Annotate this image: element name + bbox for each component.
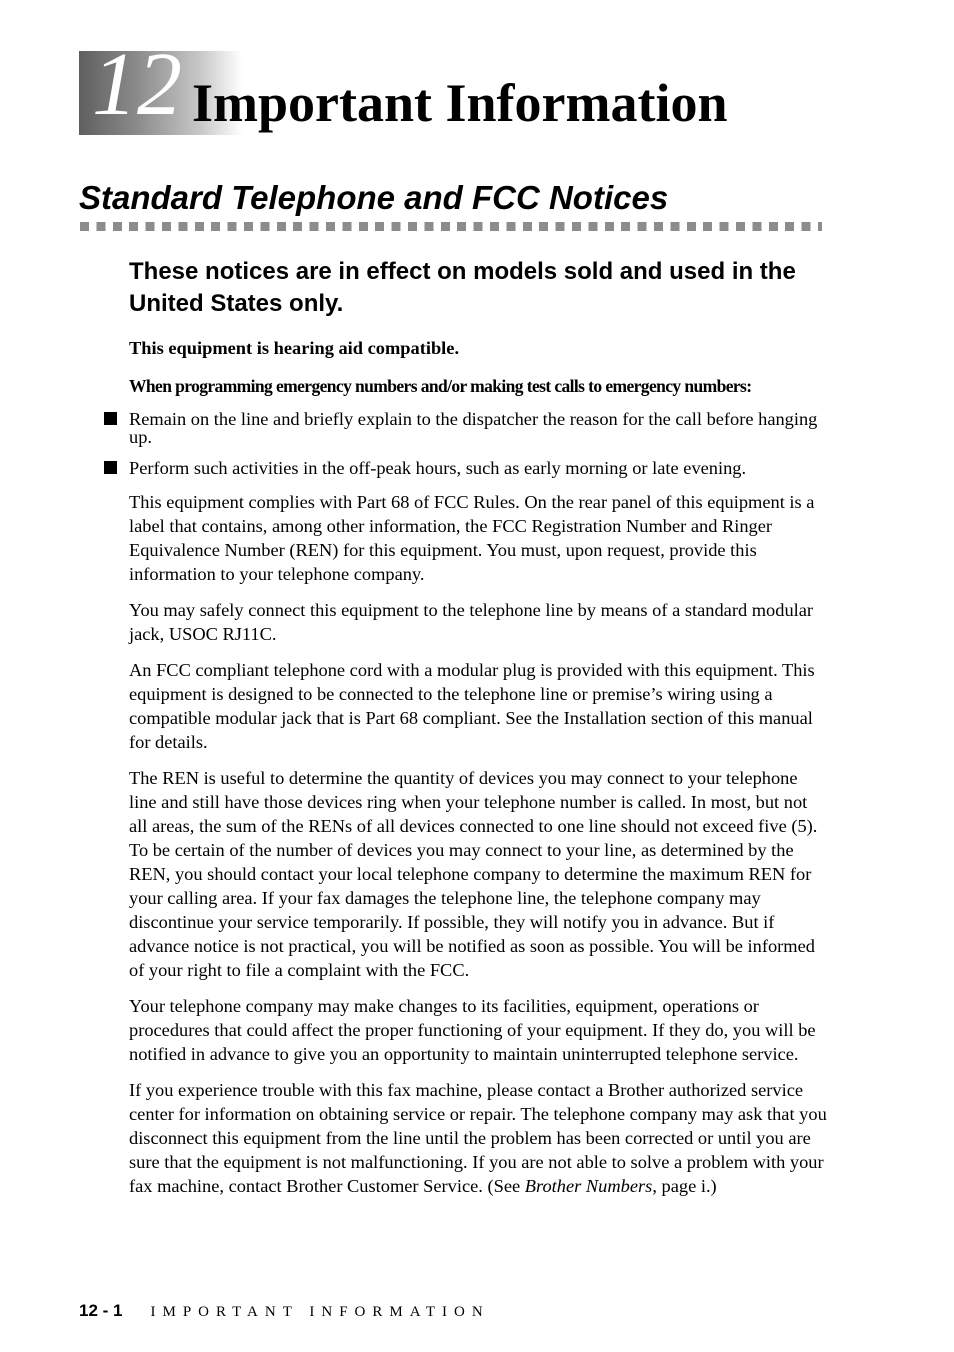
section-title: Standard Telephone and FCC Notices	[79, 179, 669, 216]
notice-subheading: These notices are in effect on models sold and used in the United States only.	[129, 258, 796, 317]
chapter-number: 12	[92, 35, 182, 134]
paragraph: You may safely connect this equipment to the telephone line by means of a standard modular jack, USOC RJ11C.	[129, 600, 814, 644]
hearing-aid-note: This equipment is hearing aid compatible.	[129, 338, 460, 358]
list-item	[129, 459, 829, 477]
list-item	[129, 410, 829, 446]
running-head: IMPORTANT INFORMATION	[150, 1304, 490, 1320]
bullet-text: Perform such activities in the off-peak hours, such as early morning or late evening.	[129, 458, 747, 478]
paragraph: Your telephone company may make changes to its facilities, equipment, operations or procedures that could affect the proper functioning of your equipment. If they do, you will be notified in advance to give you an opportunity to maintain uninterrupted telephone service.	[129, 996, 816, 1064]
page-number: 12 - 1	[79, 1301, 123, 1320]
square-bullet-icon	[104, 461, 117, 474]
paragraph: An FCC compliant telephone cord with a modular plug is provided with this equipment. This equipment is designed to be connected to the telephone line or premise’s wiring using a compatible modular jack that is Part 68 compliant. See the Installation section of this manual for details.	[129, 660, 815, 752]
paragraph: This equipment complies with Part 68 of FCC Rules. On the rear panel of this equipment is a label that contains, among other information, the FCC Registration Number and Ringer Equivalence Number (REN) for this equipment. You must, upon request, provide this information to your telephone company.	[129, 492, 815, 584]
section-divider	[80, 222, 822, 231]
page-footer	[79, 1300, 490, 1323]
chapter-title: Important Information	[192, 73, 728, 133]
emergency-bullet-list	[129, 410, 829, 477]
emergency-heading: When programming emergency numbers and/or making test calls to emergency numbers:	[129, 376, 752, 396]
paragraph-suffix: , page i.)	[652, 1176, 717, 1196]
paragraph: The REN is useful to determine the quantity of devices you may connect to your telephone line and still have those devices ring when your telephone number is called. In most, but not all areas, the sum of the RENs of all devices connected to one line should not exceed five (5). To be certain of the number of devices you may connect to your line, as determined by the REN, you should contact your local telephone company to determine the maximum REN for your calling area. If your fax damages the telephone line, the telephone company may discontinue your service temporarily. If possible, they will notify you in advance. But if advance notice is not practical, you will be notified as soon as possible. You will be informed of your right to file a complaint with the FCC.	[129, 768, 818, 980]
paragraph-last	[129, 1078, 829, 1198]
brother-numbers-reference: Brother Numbers	[524, 1176, 653, 1196]
bullet-text: Remain on the line and briefly explain to the dispatcher the reason for the call before hanging up.	[129, 409, 818, 447]
paragraph-text: If you experience trouble with this fax machine, please contact a Brother authorized service center for information on obtaining service or repair. The telephone company may ask that you disconnect this equipment from the line until the problem has been corrected or until you are sure that the equipment is not malfunctioning. If you are not able to solve a problem with your fax machine, contact Brother Customer Service. (See	[129, 1080, 827, 1196]
main-content	[129, 256, 829, 1210]
square-bullet-icon	[104, 412, 117, 425]
